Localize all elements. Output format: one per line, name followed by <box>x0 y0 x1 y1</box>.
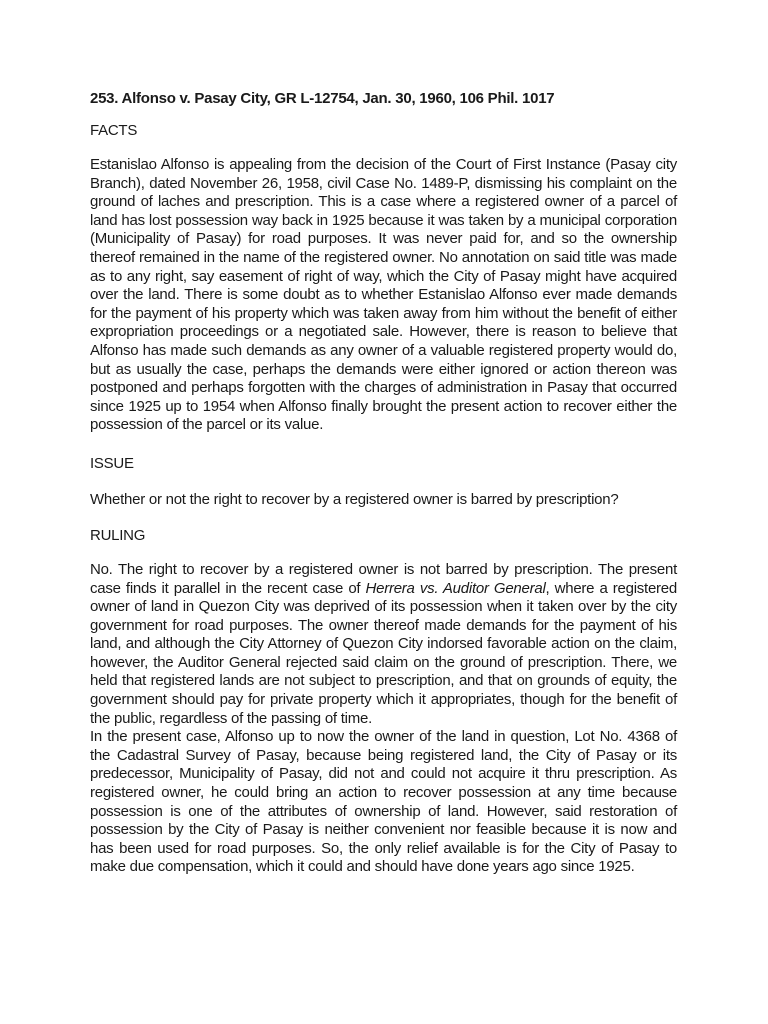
ruling-paragraph-1 <box>90 561 677 728</box>
ruling-p1-after: , where a registered owner of land in Quezon City was deprived of its possession when it taken over by the city government for road purposes. The owner thereof made demands for the payment of his land, and although the City Attorney of Quezon City indorsed favorable action on the claim, however, the Auditor General rejected said claim on the ground of prescription. There, we held that registered lands are not subject to prescription, and that on grounds of equity, the government should pay for private property which it appropriates, though for the benefit of the public, regardless of the passing of time. <box>90 579 677 727</box>
cited-case-name: Herrera vs. Auditor General <box>365 579 546 597</box>
facts-heading: FACTS <box>90 122 138 139</box>
issue-heading: ISSUE <box>90 454 134 472</box>
facts-paragraph: Estanislao Alfonso is appealing from the decision of the Court of First Instance (Pasay city Branch), dated November 26, 1958, civil Case No. 1489-P, dismissing his complaint on the ground of laches and prescription. This is a case where a registered owner of a parcel of land has lost possession way back in 1925 because it was taken by a municipal corporation (Municipality of Pasay) for road purposes. It was never paid for, and so the ownership thereof remained in the name of the registered owner. No annotation on said title was made as to any right, say easement of right of way, which the City of Pasay might have acquired over the land. There is some doubt as to whether Estanislao Alfonso ever made demands for the payment of his property which was taken away from him without the benefit of either expropriation proceedings or a negotiated sale. However, there is reason to believe that Alfonso has made such demands as any owner of a valuable registered property would do, but as usually the case, perhaps the demands were either ignored or action thereon was postponed and perhaps forgotten with the charges of administration in Pasay that occurred since 1925 up to 1954 when Alfonso finally brought the present action to recover either the possession of the parcel or its value. <box>90 156 677 434</box>
ruling-p1-before: No. The right to recover by a registered owner is not barred by prescription. The present case finds it parallel in the recent case of <box>90 560 677 597</box>
ruling-heading: RULING <box>90 526 146 544</box>
document-page <box>90 88 677 877</box>
case-title: 253. Alfonso v. Pasay City, GR L-12754, Jan. 30, 1960, 106 Phil. 1017 <box>90 90 555 107</box>
ruling-paragraph-2: In the present case, Alfonso up to now the owner of the land in question, Lot No. 4368 of the Cadastral Survey of Pasay, because being registered land, the City of Pasay or its predecessor, Municipality of Pasay, did not and could not acquire it thru prescription. As registered owner, he could bring an action to recover possession at any time because possession is one of the attributes of ownership of land. However, said restoration of possession by the City of Pasay is neither convenient nor feasible because it is now and has been used for road purposes. So, the only relief available is for the City of Pasay to make due compensation, which it could and should have done years ago since 1925. <box>90 728 677 876</box>
issue-paragraph: Whether or not the right to recover by a registered owner is barred by prescription? <box>90 490 619 508</box>
